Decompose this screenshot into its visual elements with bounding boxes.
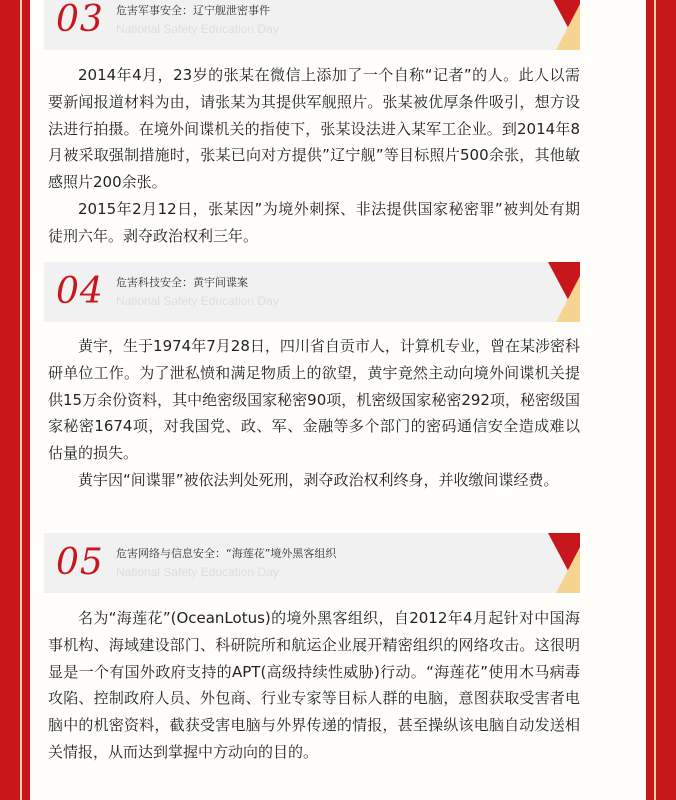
paragraph: 黄宇因“间谍罪”被依法判处死刑，剥夺政治权利终身，并收缴间谍经费。	[78, 470, 559, 489]
case-number: 04	[56, 271, 104, 312]
paragraph: 黄宇，生于1974年7月28日，四川省自贡市人，计算机专业，曾在某涉密科研单位工作。为了泄私愤和满足物质上的欲望，黄宇竟然主动向境外间谍机关提供15万余份资料，其中绝密级国家秘密90项，机密级国家秘密292项，秘密级国家秘密1674项，对我国党、政、军、金融等多个部门的密码通信安全造成难以估量的损失。	[48, 337, 580, 463]
right-gold-border	[654, 0, 656, 800]
case-subtitle: National Safety Education Day	[116, 565, 279, 579]
case-body-03	[48, 62, 580, 250]
corner-ribbon-icon	[548, 0, 580, 50]
case-number: 05	[56, 542, 104, 583]
article-paper	[30, 0, 646, 800]
case-title: 危害科技安全：黄宇间谍案	[116, 276, 248, 289]
case-subtitle: National Safety Education Day	[116, 22, 279, 36]
corner-ribbon-icon	[548, 533, 580, 593]
paragraph: 2015年2月12日，张某因”为境外刺探、非法提供国家秘密罪”被判处有期徒刑六年。剥夺政治权利三年。	[48, 199, 580, 245]
paragraph: 2014年4月，23岁的张某在微信上添加了一个自称“记者”的人。此人以需要新闻报道材料为由，请张某为其提供军舰照片。张某被优厚条件吸引，想方设法进行拍摄。在境外间谍机关的指使下，张某设法进入某军工企业。到2014年8月被采取强制措施时，张某已向对方提供”辽宁舰”等目标照片500余张，其他敏感照片200余张。	[48, 66, 580, 192]
case-header-05	[44, 533, 580, 593]
case-title: 危害网络与信息安全：“海莲花”境外黑客组织	[116, 547, 337, 560]
paragraph: 名为“海莲花”(OceanLotus)的境外黑客组织，自2012年4月起针对中国海事机构、海域建设部门、科研院所和航运企业展开精密组织的网络攻击。这很明显是一个有国外政府支持的APT(高级持续性威胁)行动。“海莲花”使用木马病毒攻陷、控制政府人员、外包商、行业专家等目标人群的电脑，意图获取受害者电脑中的机密资料，截获受害电脑与外界传递的情报，甚至操纵该电脑自动发送相关情报，从而达到掌握中方动向的目的。	[48, 609, 580, 761]
case-header-04	[44, 262, 580, 322]
case-body-05	[48, 605, 580, 766]
case-body-04	[48, 333, 580, 494]
case-subtitle: National Safety Education Day	[116, 294, 279, 308]
corner-ribbon-icon	[548, 262, 580, 322]
case-header-03	[44, 0, 580, 50]
case-title: 危害军事安全：辽宁舰泄密事件	[116, 4, 270, 17]
left-gold-border	[20, 0, 22, 800]
case-number: 03	[56, 0, 104, 40]
